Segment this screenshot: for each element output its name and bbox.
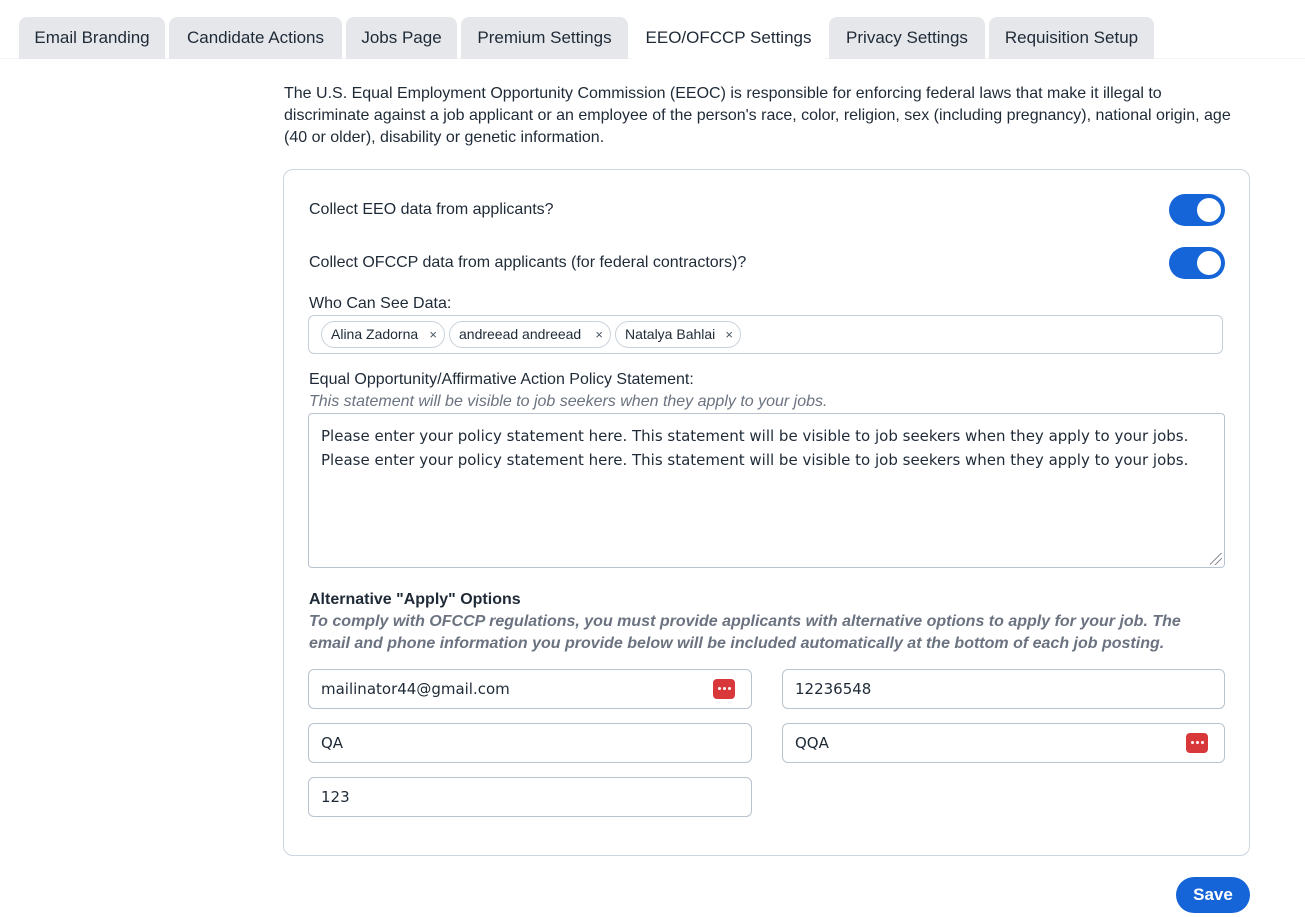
alt-apply-field-5[interactable] <box>308 777 752 817</box>
email-value: mailinator44@gmail.com <box>321 680 510 698</box>
password-manager-icon[interactable] <box>1186 733 1208 753</box>
collect-eeo-label: Collect EEO data from applicants? <box>309 201 554 218</box>
alt-apply-label: Alternative "Apply" Options <box>309 591 521 608</box>
alt-apply-email-input[interactable] <box>308 669 752 709</box>
tab-jobs-page[interactable]: Jobs Page <box>346 17 457 59</box>
user-tag <box>615 321 741 348</box>
policy-statement-hint: This statement will be visible to job seekers when they apply to your jobs. <box>309 393 828 410</box>
user-tag-label: Alina Zadorna <box>331 326 419 342</box>
collect-ofccp-toggle[interactable] <box>1169 247 1225 279</box>
who-can-see-label: Who Can See Data: <box>309 295 452 312</box>
field-5-value: 123 <box>321 788 350 806</box>
resize-handle-icon[interactable] <box>1210 553 1222 565</box>
toggle-knob <box>1197 251 1221 275</box>
tab-privacy-settings[interactable]: Privacy Settings <box>829 17 985 59</box>
alt-apply-field-3[interactable] <box>308 723 752 763</box>
collect-eeo-toggle[interactable] <box>1169 194 1225 226</box>
policy-line-1: Please enter your policy statement here. This statement will be visible to job seekers when they apply to your jobs. <box>321 427 1189 445</box>
toggle-knob <box>1197 198 1221 222</box>
tab-candidate-actions[interactable]: Candidate Actions <box>169 17 342 59</box>
alt-apply-hint: To comply with OFCCP regulations, you must provide applicants with alternative options to apply for your job. The email and phone information you provide below will be included automatically at the bottom of each job posting. <box>309 613 1181 652</box>
tab-email-branding[interactable]: Email Branding <box>19 17 165 59</box>
policy-statement-label: Equal Opportunity/Affirmative Action Policy Statement: <box>309 371 694 388</box>
who-can-see-input[interactable] <box>308 315 1223 354</box>
remove-tag-icon[interactable]: × <box>595 327 603 342</box>
phone-value: 12236548 <box>795 680 872 698</box>
eeoc-intro-text: The U.S. Equal Employment Opportunity Commission (EEOC) is responsible for enforcing federal laws that make it illegal to discriminate against a job applicant or an employee of the person's race, color, religion, sex (including pregnancy), national origin, age (40 or older), disability or genetic information. <box>284 85 1231 146</box>
remove-tag-icon[interactable]: × <box>725 327 733 342</box>
collect-ofccp-label: Collect OFCCP data from applicants (for federal contractors)? <box>309 254 747 271</box>
user-tag-label: andreead andreead <box>459 326 582 342</box>
field-3-value: QA <box>321 734 344 752</box>
policy-line-2: Please enter your policy statement here. This statement will be visible to job seekers when they apply to your jobs. <box>321 451 1189 469</box>
user-tag <box>321 321 445 348</box>
field-4-value: QQA <box>795 734 829 752</box>
tab-premium-settings[interactable]: Premium Settings <box>461 17 628 59</box>
password-manager-icon[interactable] <box>713 679 735 699</box>
save-button[interactable]: Save <box>1176 877 1250 913</box>
policy-statement-textarea[interactable] <box>308 413 1225 568</box>
remove-tag-icon[interactable]: × <box>429 327 437 342</box>
alt-apply-field-4[interactable] <box>782 723 1225 763</box>
user-tag <box>449 321 611 348</box>
tab-eeo-ofccp-settings[interactable]: EEO/OFCCP Settings <box>632 17 825 59</box>
alt-apply-phone-input[interactable] <box>782 669 1225 709</box>
user-tag-label: Natalya Bahlai <box>625 326 716 342</box>
tab-requisition-setup[interactable]: Requisition Setup <box>989 17 1154 59</box>
